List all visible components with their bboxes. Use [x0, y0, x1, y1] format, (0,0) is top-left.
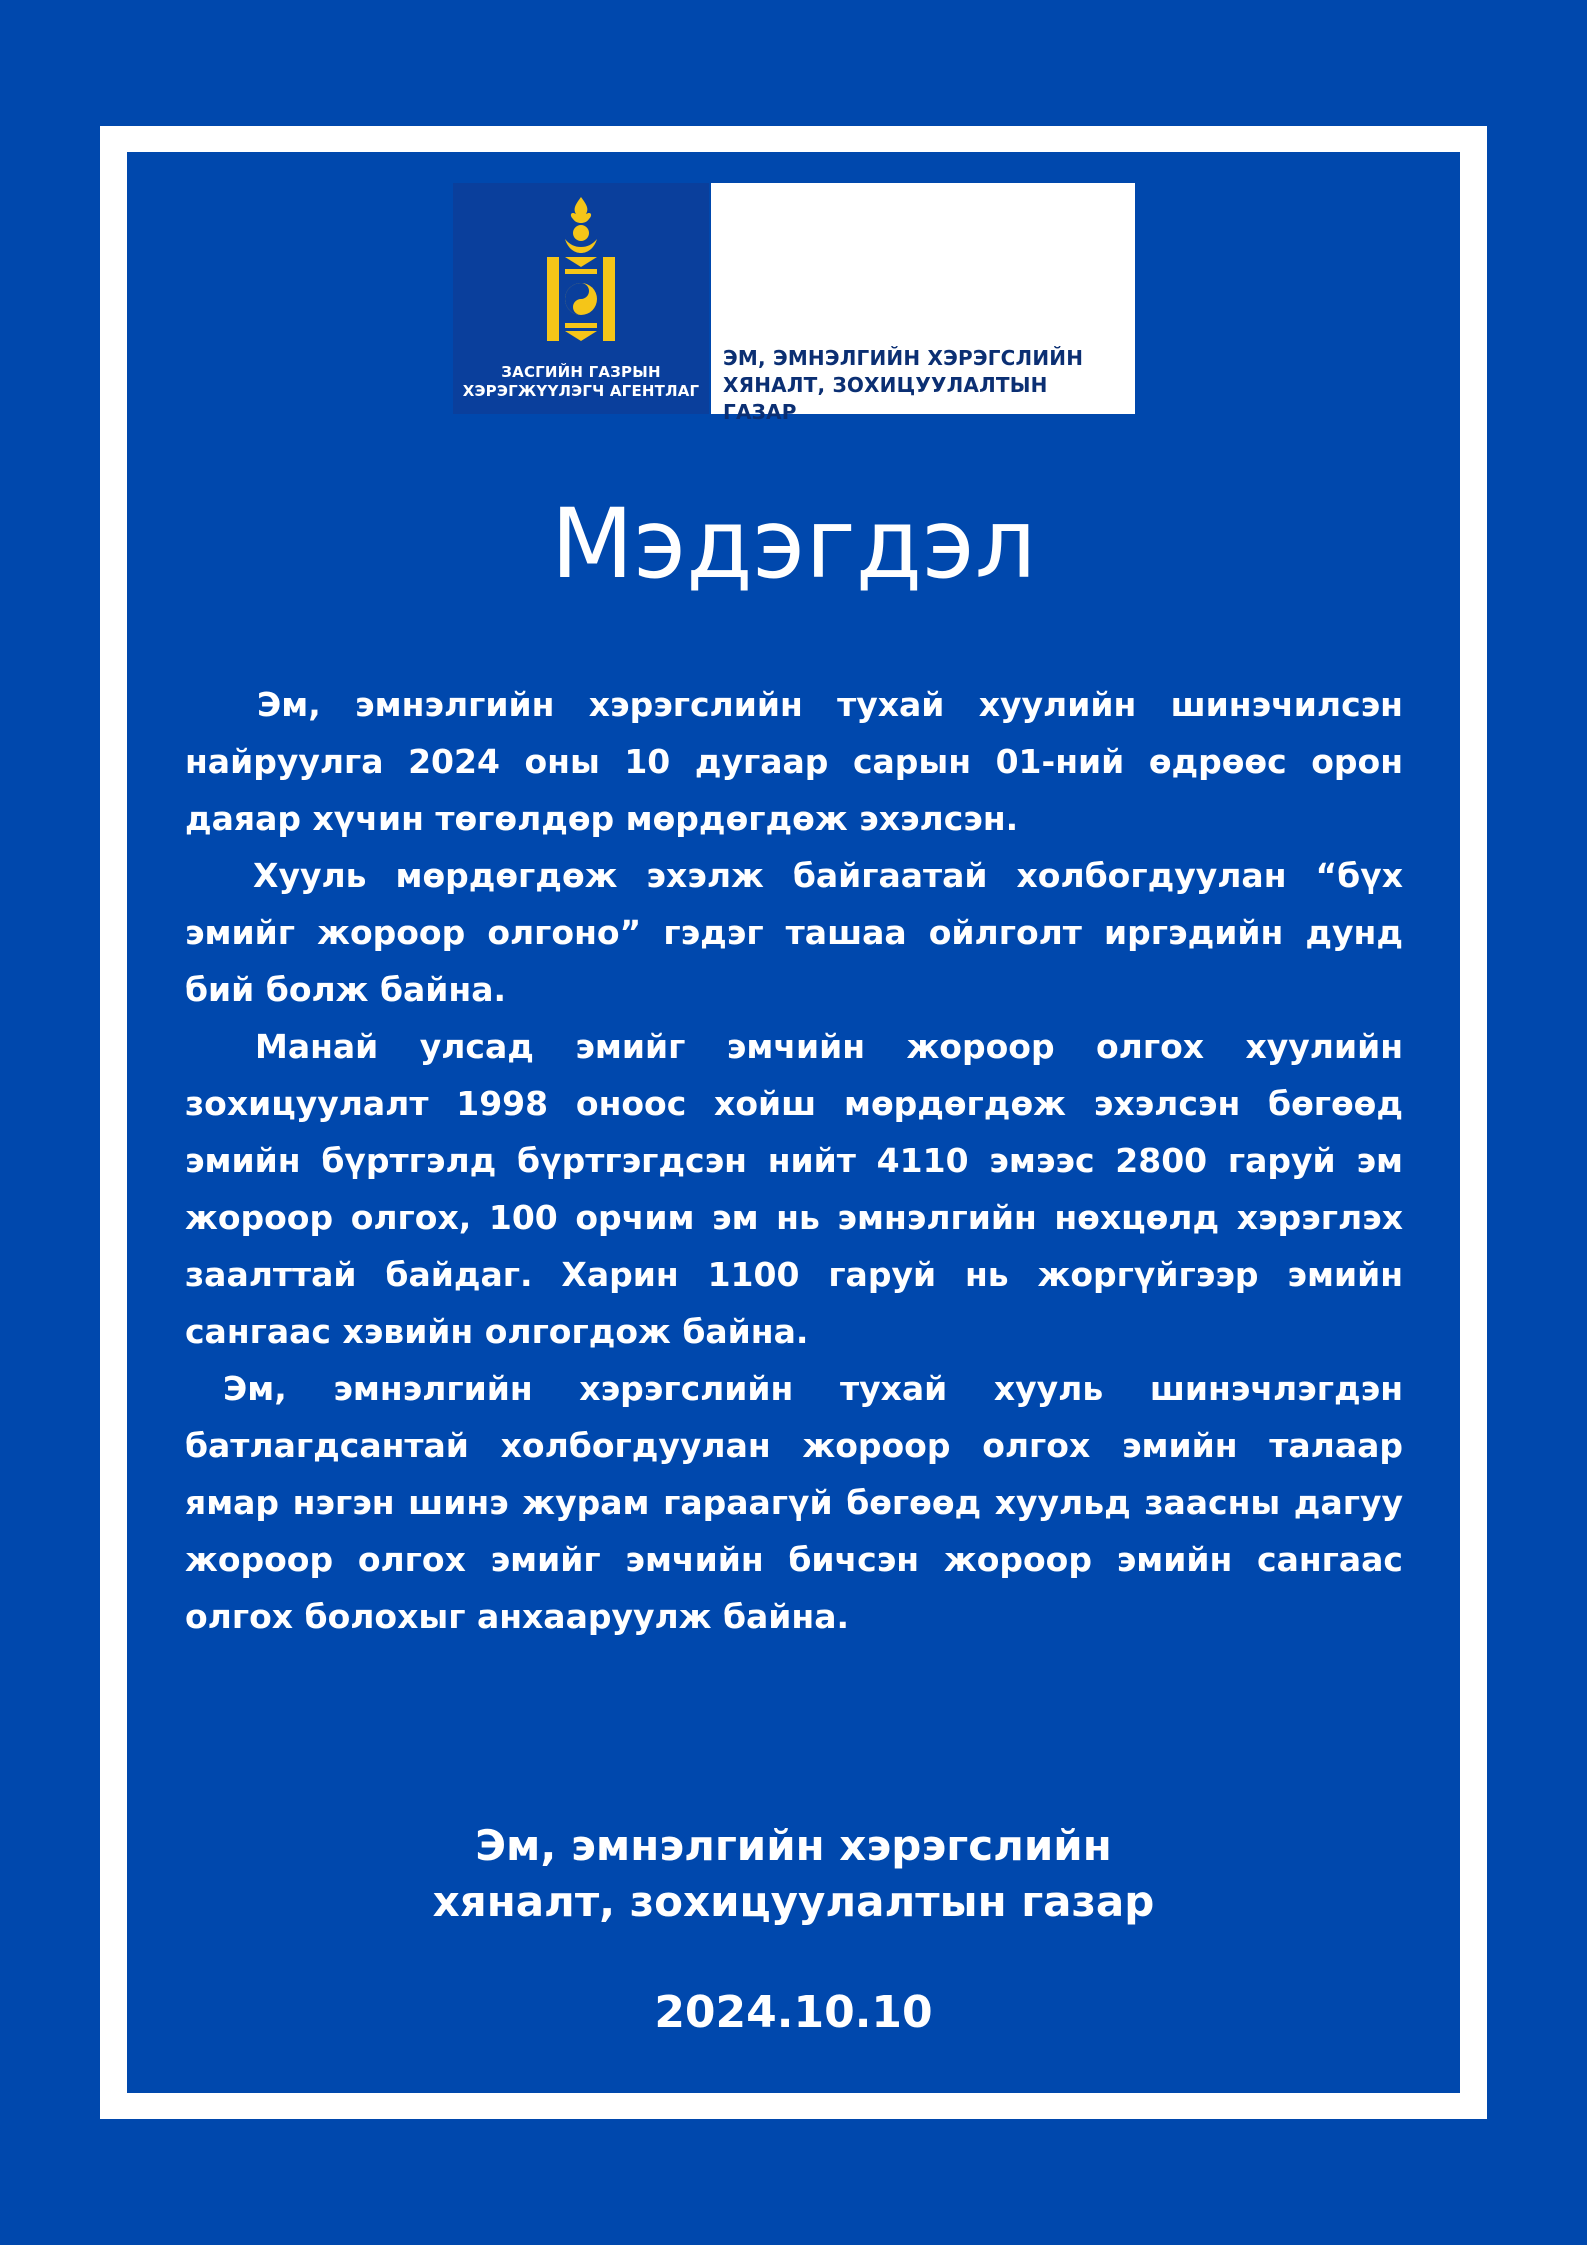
announcement-body	[185, 676, 1403, 1645]
paragraph-4: Эм, эмнэлгийн хэрэгслийн тухай хууль шинэчлэгдэн батлагдсантай холбогдуулан жороор олгох эмийн талаар ямар нэгэн шинэ журам гараагүй бөгөөд хуульд заасны дагуу жороор олгох эмийг эмчийн бичсэн жороор эмийн сангаас олгох болохыг анхааруулж байна.	[185, 1369, 1403, 1636]
soyombo-emblem-icon	[535, 195, 627, 345]
paragraph-3: Манай улсад эмийг эмчийн жороор олгох хуулийн зохицуулалт 1998 оноос хойш мөрдөгдөж эхэлсэн бөгөөд эмийн бүртгэлд бүртгэгдсэн нийт 4110 эмээс 2800 гаруй эм жороор олгох, 100 орчим эм нь эмнэлгийн нөхцөлд хэрэглэх заалттай байдаг. Харин 1100 гаруй нь жоргүйгээр эмийн сангаас хэвийн олгогдож байна.	[185, 1027, 1403, 1351]
agency-name-line2: ХЯНАЛТ, ЗОХИЦУУЛАЛТЫН ГАЗАР	[723, 373, 1048, 424]
emblem-caption-line2: ХЭРЭГЖҮҮЛЭГЧ АГЕНТЛАГ	[462, 382, 700, 400]
header-logo	[453, 183, 1135, 424]
announcement-date: 2024.10.10	[654, 1987, 933, 2038]
paragraph-2: Хууль мөрдөгдөж эхэлж байгаатай холбогдуулан “бүх эмийг жороор олгоно” гэдэг ташаа ойлголт иргэдийн дунд бий болж байна.	[185, 856, 1403, 1009]
signature-line2: хяналт, зохицуулалтын газар	[432, 1877, 1155, 1926]
page-title: Мэдэгдэл	[550, 488, 1037, 600]
emblem-caption	[453, 363, 709, 401]
agency-name-block	[711, 183, 1135, 424]
signature-block	[127, 1818, 1460, 1930]
agency-name	[723, 345, 1128, 426]
agency-name-line1: ЭМ, ЭМНЭЛГИЙН ХЭРЭГСЛИЙН	[723, 346, 1084, 370]
signature-line1: Эм, эмнэлгийн хэрэгслийн	[475, 1821, 1112, 1870]
emblem-caption-line1: ЗАСГИЙН ГАЗРЫН	[501, 363, 661, 381]
paragraph-1: Эм, эмнэлгийн хэрэгслийн тухай хуулийн шинэчилсэн найруулга 2024 оны 10 дугаар сарын 01-ний өдрөөс орон даяар хүчин төгөлдөр мөрдөгдөж эхэлсэн.	[185, 685, 1403, 838]
government-emblem-block	[453, 183, 709, 414]
